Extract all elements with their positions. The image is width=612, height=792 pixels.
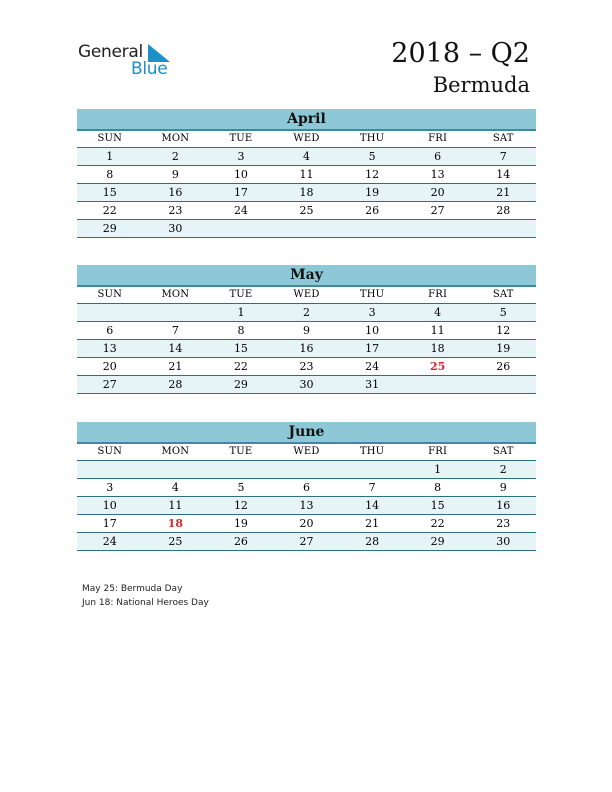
weekday-label: SUN	[97, 133, 123, 144]
day-cell: 4	[303, 150, 311, 163]
day-cell: 4	[434, 306, 442, 319]
day-cell: 13	[430, 168, 445, 181]
day-cell: 14	[365, 499, 380, 512]
weekday-label: WED	[293, 133, 320, 144]
logo-text-blue: Blue	[131, 59, 168, 79]
holiday-note: Jun 18: National Heroes Day	[82, 598, 209, 608]
weekday-label: MON	[161, 289, 190, 300]
day-cell: 9	[171, 168, 179, 181]
weekday-label: THU	[359, 133, 385, 144]
month-calendar-may	[77, 265, 536, 394]
day-cell: 10	[365, 324, 380, 337]
day-cell	[470, 376, 536, 393]
day-cell: 7	[171, 324, 179, 337]
week-row	[77, 358, 536, 376]
day-cell: 8	[237, 324, 245, 337]
day-cell: 14	[496, 168, 511, 181]
day-cell	[274, 461, 340, 478]
day-cell: 21	[496, 186, 511, 199]
day-cell	[208, 220, 274, 237]
day-cell	[208, 461, 274, 478]
weekday-label: THU	[359, 446, 385, 457]
day-cell: 24	[365, 360, 380, 373]
holiday-day-cell: 18	[167, 517, 184, 530]
week-row	[77, 166, 536, 184]
day-cell	[274, 220, 340, 237]
day-cell: 30	[168, 222, 183, 235]
month-header: April	[77, 109, 536, 131]
weekday-label: FRI	[428, 133, 448, 144]
day-cell: 12	[496, 324, 511, 337]
day-cell: 24	[102, 535, 117, 548]
day-cell: 28	[168, 378, 183, 391]
day-cell: 19	[365, 186, 380, 199]
week-row	[77, 376, 536, 394]
day-cell: 2	[303, 306, 311, 319]
day-cell: 18	[299, 186, 314, 199]
month-calendar-april	[77, 109, 536, 238]
week-row	[77, 497, 536, 515]
day-cell	[77, 461, 143, 478]
day-cell: 3	[237, 150, 245, 163]
day-cell: 26	[365, 204, 380, 217]
month-header: June	[77, 422, 536, 444]
holiday-day-cell: 25	[430, 360, 446, 373]
day-cell: 29	[233, 378, 248, 391]
weekday-label: MON	[161, 133, 190, 144]
day-cell: 25	[168, 535, 183, 548]
weekday-label: TUE	[229, 289, 253, 300]
day-cell	[405, 220, 471, 237]
page-subtitle: Bermuda	[432, 73, 530, 97]
weekday-row	[77, 287, 536, 304]
day-cell: 22	[233, 360, 248, 373]
week-row	[77, 322, 536, 340]
weekday-label: SAT	[492, 446, 514, 457]
day-cell: 20	[430, 186, 445, 199]
day-cell: 1	[434, 463, 442, 476]
day-cell	[143, 461, 209, 478]
day-cell: 7	[368, 481, 376, 494]
weekday-label: WED	[293, 446, 320, 457]
day-cell: 10	[233, 168, 248, 181]
holiday-note: May 25: Bermuda Day	[82, 584, 183, 594]
day-cell: 23	[168, 204, 183, 217]
week-row	[77, 533, 536, 551]
holiday-notes	[82, 582, 209, 610]
day-cell: 8	[434, 481, 442, 494]
day-cell: 22	[430, 517, 445, 530]
logo-text-general: General	[78, 42, 143, 62]
day-cell: 6	[303, 481, 311, 494]
weekday-label: SAT	[492, 133, 514, 144]
month-header: May	[77, 265, 536, 287]
day-cell: 12	[365, 168, 380, 181]
week-row	[77, 479, 536, 497]
day-cell: 18	[430, 342, 445, 355]
weekday-label: SAT	[492, 289, 514, 300]
day-cell: 17	[102, 517, 117, 530]
weekday-label: TUE	[229, 133, 253, 144]
weekday-label: FRI	[428, 289, 448, 300]
day-cell	[77, 304, 143, 321]
day-cell	[339, 461, 405, 478]
page-title: 2018 – Q2	[391, 38, 530, 69]
day-cell: 2	[499, 463, 507, 476]
day-cell: 22	[102, 204, 117, 217]
day-cell: 15	[102, 186, 117, 199]
weekday-label: MON	[161, 446, 190, 457]
day-cell: 27	[102, 378, 117, 391]
day-cell: 23	[496, 517, 511, 530]
day-cell: 20	[299, 517, 314, 530]
day-cell: 28	[496, 204, 511, 217]
brand-logo	[78, 40, 178, 80]
day-cell: 21	[168, 360, 183, 373]
day-cell: 16	[168, 186, 183, 199]
day-cell: 1	[237, 306, 245, 319]
day-cell: 9	[499, 481, 507, 494]
day-cell: 20	[102, 360, 117, 373]
day-cell: 5	[499, 306, 507, 319]
day-cell: 31	[365, 378, 380, 391]
day-cell: 26	[233, 535, 248, 548]
day-cell: 21	[365, 517, 380, 530]
day-cell: 2	[171, 150, 179, 163]
day-cell: 17	[365, 342, 380, 355]
month-calendar-june	[77, 422, 536, 551]
day-cell: 27	[299, 535, 314, 548]
day-cell: 3	[368, 306, 376, 319]
day-cell: 19	[233, 517, 248, 530]
day-cell: 9	[303, 324, 311, 337]
week-row	[77, 184, 536, 202]
day-cell: 11	[168, 499, 183, 512]
day-cell: 30	[299, 378, 314, 391]
weekday-row	[77, 131, 536, 148]
day-cell: 5	[237, 481, 245, 494]
week-row	[77, 461, 536, 479]
day-cell: 6	[434, 150, 442, 163]
day-cell: 14	[168, 342, 183, 355]
day-cell: 30	[496, 535, 511, 548]
day-cell	[143, 304, 209, 321]
day-cell: 8	[106, 168, 114, 181]
weekday-row	[77, 444, 536, 461]
day-cell: 4	[171, 481, 179, 494]
weekday-label: SUN	[97, 446, 123, 457]
day-cell: 15	[233, 342, 248, 355]
day-cell: 19	[496, 342, 511, 355]
day-cell: 23	[299, 360, 314, 373]
week-row	[77, 202, 536, 220]
day-cell: 15	[430, 499, 445, 512]
day-cell: 24	[233, 204, 248, 217]
week-row	[77, 340, 536, 358]
day-cell: 7	[499, 150, 507, 163]
weekday-label: FRI	[428, 446, 448, 457]
day-cell: 29	[430, 535, 445, 548]
day-cell: 29	[102, 222, 117, 235]
day-cell: 3	[106, 481, 114, 494]
day-cell	[470, 220, 536, 237]
day-cell: 6	[106, 324, 114, 337]
week-row	[77, 148, 536, 166]
day-cell: 26	[496, 360, 511, 373]
weekday-label: SUN	[97, 289, 123, 300]
day-cell: 13	[299, 499, 314, 512]
week-row	[77, 515, 536, 533]
day-cell: 11	[430, 324, 445, 337]
week-row	[77, 304, 536, 322]
weekday-label: THU	[359, 289, 385, 300]
day-cell: 1	[106, 150, 114, 163]
weekday-label: WED	[293, 289, 320, 300]
day-cell: 28	[365, 535, 380, 548]
day-cell	[339, 220, 405, 237]
day-cell: 11	[299, 168, 314, 181]
day-cell: 10	[102, 499, 117, 512]
day-cell: 25	[299, 204, 314, 217]
day-cell: 13	[102, 342, 117, 355]
day-cell	[405, 376, 471, 393]
day-cell: 16	[496, 499, 511, 512]
day-cell: 16	[299, 342, 314, 355]
day-cell: 17	[233, 186, 248, 199]
day-cell: 12	[233, 499, 248, 512]
day-cell: 27	[430, 204, 445, 217]
week-row	[77, 220, 536, 238]
day-cell: 5	[368, 150, 376, 163]
weekday-label: TUE	[229, 446, 253, 457]
